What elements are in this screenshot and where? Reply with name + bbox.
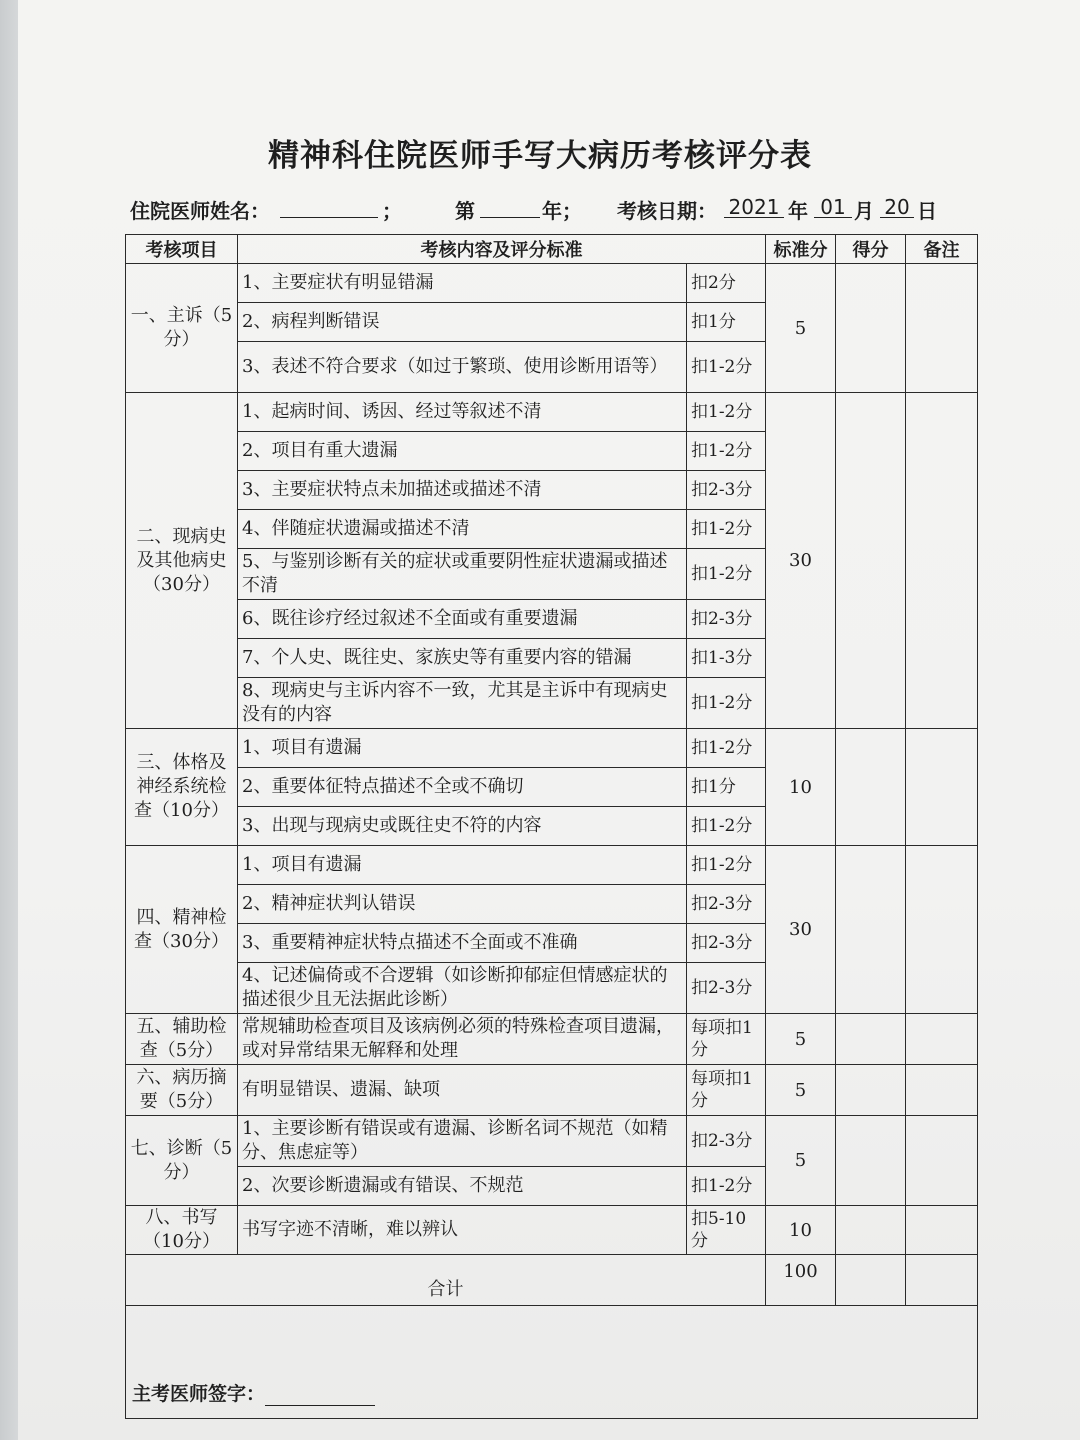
standard-score-cell: 10 bbox=[766, 729, 836, 846]
header-note: 备注 bbox=[906, 235, 978, 264]
signature-field[interactable] bbox=[265, 1385, 375, 1406]
deduction-cell: 扣1-2分 bbox=[687, 342, 766, 393]
criterion-cell: 2、重要体征特点描述不全或不确切 bbox=[238, 768, 687, 807]
year-suffix: 年； bbox=[542, 199, 582, 223]
criterion-cell: 1、主要诊断有错误或有遗漏、诊断名词不规范（如精分、焦虑症等） bbox=[238, 1116, 687, 1167]
category-cell: 七、诊断（5分） bbox=[126, 1116, 238, 1206]
criterion-cell: 常规辅助检查项目及该病例必须的特殊检查项目遗漏，或对异常结果无解释和处理 bbox=[238, 1014, 687, 1065]
year-prefix: 第 bbox=[455, 199, 475, 223]
criterion-cell: 书写字迹不清晰，难以辨认 bbox=[238, 1206, 687, 1255]
standard-score-cell: 30 bbox=[766, 393, 836, 729]
deduction-cell: 扣1-2分 bbox=[687, 549, 766, 600]
table-row bbox=[126, 393, 978, 432]
deduction-cell: 扣2分 bbox=[687, 264, 766, 303]
score-input-cell[interactable] bbox=[836, 729, 906, 846]
criterion-cell: 2、项目有重大遗漏 bbox=[238, 432, 687, 471]
deduction-cell: 扣1-2分 bbox=[687, 1167, 766, 1206]
criterion-cell: 2、病程判断错误 bbox=[238, 303, 687, 342]
category-cell: 八、书写（10分） bbox=[126, 1206, 238, 1255]
total-label: 合计 bbox=[126, 1255, 766, 1306]
deduction-cell: 扣1分 bbox=[687, 768, 766, 807]
category-cell: 三、体格及神经系统检查（10分） bbox=[126, 729, 238, 846]
criterion-cell: 1、项目有遗漏 bbox=[238, 729, 687, 768]
criterion-cell: 有明显错误、遗漏、缺项 bbox=[238, 1065, 687, 1116]
score-table bbox=[125, 234, 978, 1419]
date-month-unit: 月 bbox=[854, 199, 874, 223]
criterion-cell: 4、伴随症状遗漏或描述不清 bbox=[238, 510, 687, 549]
date-month[interactable]: 01 bbox=[814, 195, 852, 218]
doctor-name-label: 住院医师姓名： bbox=[130, 199, 270, 223]
score-input-cell[interactable] bbox=[836, 1014, 906, 1065]
criterion-cell: 5、与鉴别诊断有关的症状或重要阴性症状遗漏或描述不清 bbox=[238, 549, 687, 600]
table-row bbox=[126, 1206, 978, 1255]
criterion-cell: 2、次要诊断遗漏或有错误、不规范 bbox=[238, 1167, 687, 1206]
note-input-cell[interactable] bbox=[906, 729, 978, 846]
standard-score-cell: 5 bbox=[766, 1065, 836, 1116]
deduction-cell: 扣2-3分 bbox=[687, 471, 766, 510]
header-standard: 标准分 bbox=[766, 235, 836, 264]
note-input-cell[interactable] bbox=[906, 1065, 978, 1116]
criterion-cell: 8、现病史与主诉内容不一致，尤其是主诉中有现病史没有的内容 bbox=[238, 678, 687, 729]
criterion-cell: 3、主要症状特点未加描述或描述不清 bbox=[238, 471, 687, 510]
table-row bbox=[126, 729, 978, 768]
standard-score-cell: 30 bbox=[766, 846, 836, 1014]
table-header-row bbox=[126, 235, 978, 264]
standard-score-cell: 5 bbox=[766, 264, 836, 393]
signature-label: 主考医师签字： bbox=[132, 1383, 266, 1405]
deduction-cell: 扣1分 bbox=[687, 303, 766, 342]
note-input-cell[interactable] bbox=[906, 264, 978, 393]
deduction-cell: 扣2-3分 bbox=[687, 963, 766, 1014]
total-value: 100 bbox=[766, 1255, 836, 1306]
category-cell: 二、现病史及其他病史（30分） bbox=[126, 393, 238, 729]
doctor-name-value bbox=[280, 195, 378, 218]
category-cell: 六、病历摘要（5分） bbox=[126, 1065, 238, 1116]
category-cell: 一、主诉（5分） bbox=[126, 264, 238, 393]
criterion-cell: 4、记述偏倚或不合逻辑（如诊断抑郁症但情感症状的描述很少且无法据此诊断） bbox=[238, 963, 687, 1014]
table-row bbox=[126, 1065, 978, 1116]
deduction-cell: 扣1-2分 bbox=[687, 729, 766, 768]
deduction-cell: 每项扣1分 bbox=[687, 1065, 766, 1116]
note-input-cell[interactable] bbox=[906, 846, 978, 1014]
page-title: 精神科住院医师手写大病历考核评分表 bbox=[268, 138, 812, 174]
total-row bbox=[126, 1255, 978, 1306]
deduction-cell: 扣1-2分 bbox=[687, 846, 766, 885]
semicolon: ； bbox=[382, 199, 402, 223]
score-input-cell[interactable] bbox=[836, 1206, 906, 1255]
note-input-cell[interactable] bbox=[906, 1014, 978, 1065]
signature-cell bbox=[126, 1306, 978, 1419]
deduction-cell: 扣5-10分 bbox=[687, 1206, 766, 1255]
table-row bbox=[126, 264, 978, 303]
header-score: 得分 bbox=[836, 235, 906, 264]
category-cell: 四、精神检查（30分） bbox=[126, 846, 238, 1014]
standard-score-cell: 10 bbox=[766, 1206, 836, 1255]
signature-row bbox=[126, 1306, 978, 1419]
criterion-cell: 1、项目有遗漏 bbox=[238, 846, 687, 885]
deduction-cell: 每项扣1分 bbox=[687, 1014, 766, 1065]
header-criteria: 考核内容及评分标准 bbox=[238, 235, 766, 264]
deduction-cell: 扣1-2分 bbox=[687, 393, 766, 432]
total-note-cell[interactable] bbox=[906, 1255, 978, 1306]
criterion-cell: 3、重要精神症状特点描述不全面或不准确 bbox=[238, 924, 687, 963]
form-header bbox=[130, 195, 950, 225]
deduction-cell: 扣1-2分 bbox=[687, 432, 766, 471]
score-input-cell[interactable] bbox=[836, 1065, 906, 1116]
table-row bbox=[126, 1014, 978, 1065]
score-input-cell[interactable] bbox=[836, 846, 906, 1014]
header-item: 考核项目 bbox=[126, 235, 238, 264]
table-row bbox=[126, 1116, 978, 1167]
date-year-unit: 年 bbox=[788, 199, 808, 223]
table-row bbox=[126, 846, 978, 885]
category-cell: 五、辅助检查（5分） bbox=[126, 1014, 238, 1065]
deduction-cell: 扣1-2分 bbox=[687, 678, 766, 729]
standard-score-cell: 5 bbox=[766, 1116, 836, 1206]
deduction-cell: 扣2-3分 bbox=[687, 600, 766, 639]
criterion-cell: 3、出现与现病史或既往史不符的内容 bbox=[238, 807, 687, 846]
criterion-cell: 7、个人史、既往史、家族史等有重要内容的错漏 bbox=[238, 639, 687, 678]
criterion-cell: 1、主要症状有明显错漏 bbox=[238, 264, 687, 303]
note-input-cell[interactable] bbox=[906, 1116, 978, 1206]
score-input-cell[interactable] bbox=[836, 1116, 906, 1206]
deduction-cell: 扣2-3分 bbox=[687, 924, 766, 963]
score-input-cell[interactable] bbox=[836, 264, 906, 393]
criterion-cell: 2、精神症状判认错误 bbox=[238, 885, 687, 924]
date-day[interactable]: 20 bbox=[880, 195, 914, 218]
criterion-cell: 1、起病时间、诱因、经过等叙述不清 bbox=[238, 393, 687, 432]
deduction-cell: 扣2-3分 bbox=[687, 885, 766, 924]
deduction-cell: 扣1-3分 bbox=[687, 639, 766, 678]
date-year[interactable]: 2021 bbox=[724, 195, 784, 218]
total-score-cell[interactable] bbox=[836, 1255, 906, 1306]
criterion-cell: 3、表述不符合要求（如过于繁琐、使用诊断用语等） bbox=[238, 342, 687, 393]
note-input-cell[interactable] bbox=[906, 1206, 978, 1255]
criterion-cell: 6、既往诊疗经过叙述不全面或有重要遗漏 bbox=[238, 600, 687, 639]
year-value bbox=[480, 195, 540, 218]
score-input-cell[interactable] bbox=[836, 393, 906, 729]
date-day-unit: 日 bbox=[917, 199, 937, 223]
exam-date-label: 考核日期： bbox=[617, 199, 717, 223]
note-input-cell[interactable] bbox=[906, 393, 978, 729]
deduction-cell: 扣1-2分 bbox=[687, 510, 766, 549]
standard-score-cell: 5 bbox=[766, 1014, 836, 1065]
deduction-cell: 扣2-3分 bbox=[687, 1116, 766, 1167]
deduction-cell: 扣1-2分 bbox=[687, 807, 766, 846]
